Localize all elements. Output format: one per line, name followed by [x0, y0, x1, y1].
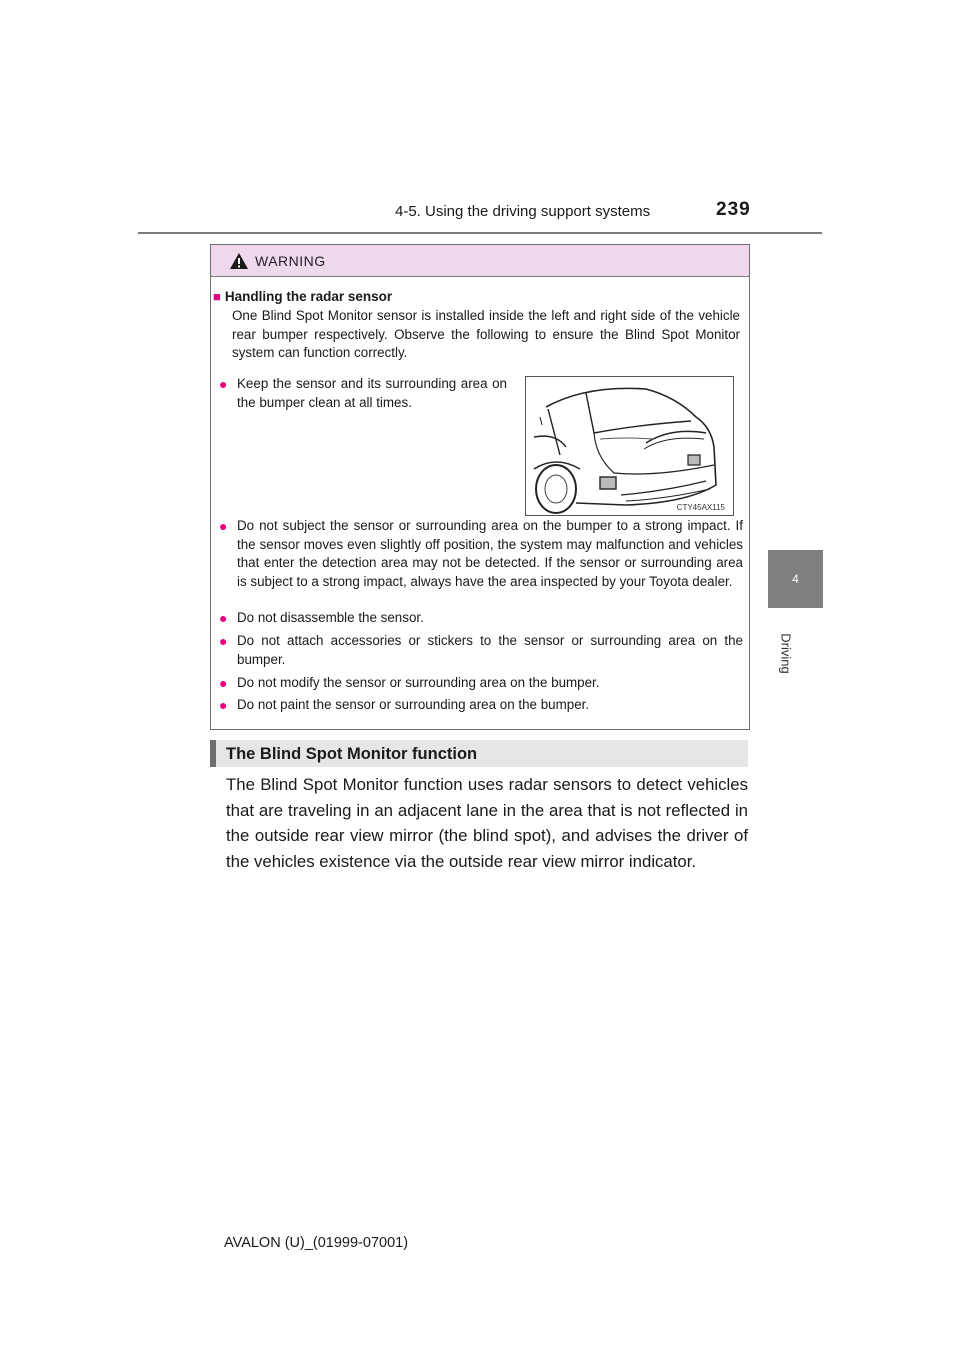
warning-bullet — [219, 375, 507, 412]
page-number: 239 — [716, 199, 751, 220]
section-heading-bar — [210, 740, 748, 767]
bullet-text: Do not attach accessories or stickers to the sensor or surrounding area on the bumper. — [237, 633, 743, 667]
car-rear-illustration — [526, 377, 733, 515]
chapter-label — [770, 624, 800, 684]
header-rule — [138, 232, 822, 234]
warning-bullet — [219, 632, 743, 669]
warning-bullet — [219, 609, 743, 628]
bullet-dot-icon: ● — [219, 610, 228, 626]
warning-bullet — [219, 517, 743, 591]
warning-bullet — [219, 674, 743, 693]
bullet-text: Keep the sensor and its surrounding area on the bumper clean at all times. — [237, 376, 507, 410]
bullet-text: Do not modify the sensor or surrounding area on the bumper. — [237, 675, 600, 690]
square-bullet-icon: ■ — [213, 289, 221, 304]
section-marker — [210, 740, 216, 767]
chapter-label-text: Driving — [778, 633, 794, 674]
warning-triangle-icon — [229, 252, 249, 275]
warning-header — [211, 245, 749, 277]
figure-code: CTY45AX115 — [676, 503, 725, 512]
warning-intro: One Blind Spot Monitor sensor is installed inside the left and right side of the vehicle rear bumper respectively. Observe the following to ensure the Blind Spot Monitor system can function correctly. — [232, 308, 740, 360]
warning-bullet — [219, 696, 743, 715]
chapter-tab — [768, 550, 823, 608]
bullet-dot-icon: ● — [219, 633, 228, 649]
bullet-text: Do not subject the sensor or surrounding area on the bumper to a strong impact. If the sensor moves even slightly off position, the system may malfunction and vehicles that enter the detection area may not be detected. If the sensor or surrounding area is subject to a strong impact, always have the area inspected by your Toyota dealer. — [237, 518, 743, 589]
bullet-text: Do not disassemble the sensor. — [237, 610, 424, 625]
warning-label: WARNING — [255, 253, 326, 269]
bullet-text: Do not paint the sensor or surrounding area on the bumper. — [237, 697, 590, 712]
bullet-dot-icon: ● — [219, 376, 228, 392]
header-section-title: 4-5. Using the driving support systems — [395, 203, 651, 220]
section-title: The Blind Spot Monitor function — [226, 745, 478, 763]
bullet-dot-icon: ● — [219, 697, 228, 713]
footer-doc-code: AVALON (U)_(01999-07001) — [224, 1235, 409, 1251]
warning-box — [210, 244, 750, 730]
bullet-dot-icon: ● — [219, 675, 228, 691]
rear-bumper-sensor-figure — [525, 376, 734, 516]
warning-subheading — [213, 289, 392, 304]
warning-subheading-text: Handling the radar sensor — [224, 289, 393, 304]
section-body: The Blind Spot Monitor function uses radar sensors to detect vehicles that are traveling in an adjacent lane in the area that is not reflected in the outside rear view mirror (the blind spot), and advises the driver of the vehicles existence via the outside rear view mirror indicator. — [226, 775, 748, 871]
bullet-dot-icon: ● — [219, 518, 228, 534]
chapter-number: 4 — [792, 572, 799, 586]
